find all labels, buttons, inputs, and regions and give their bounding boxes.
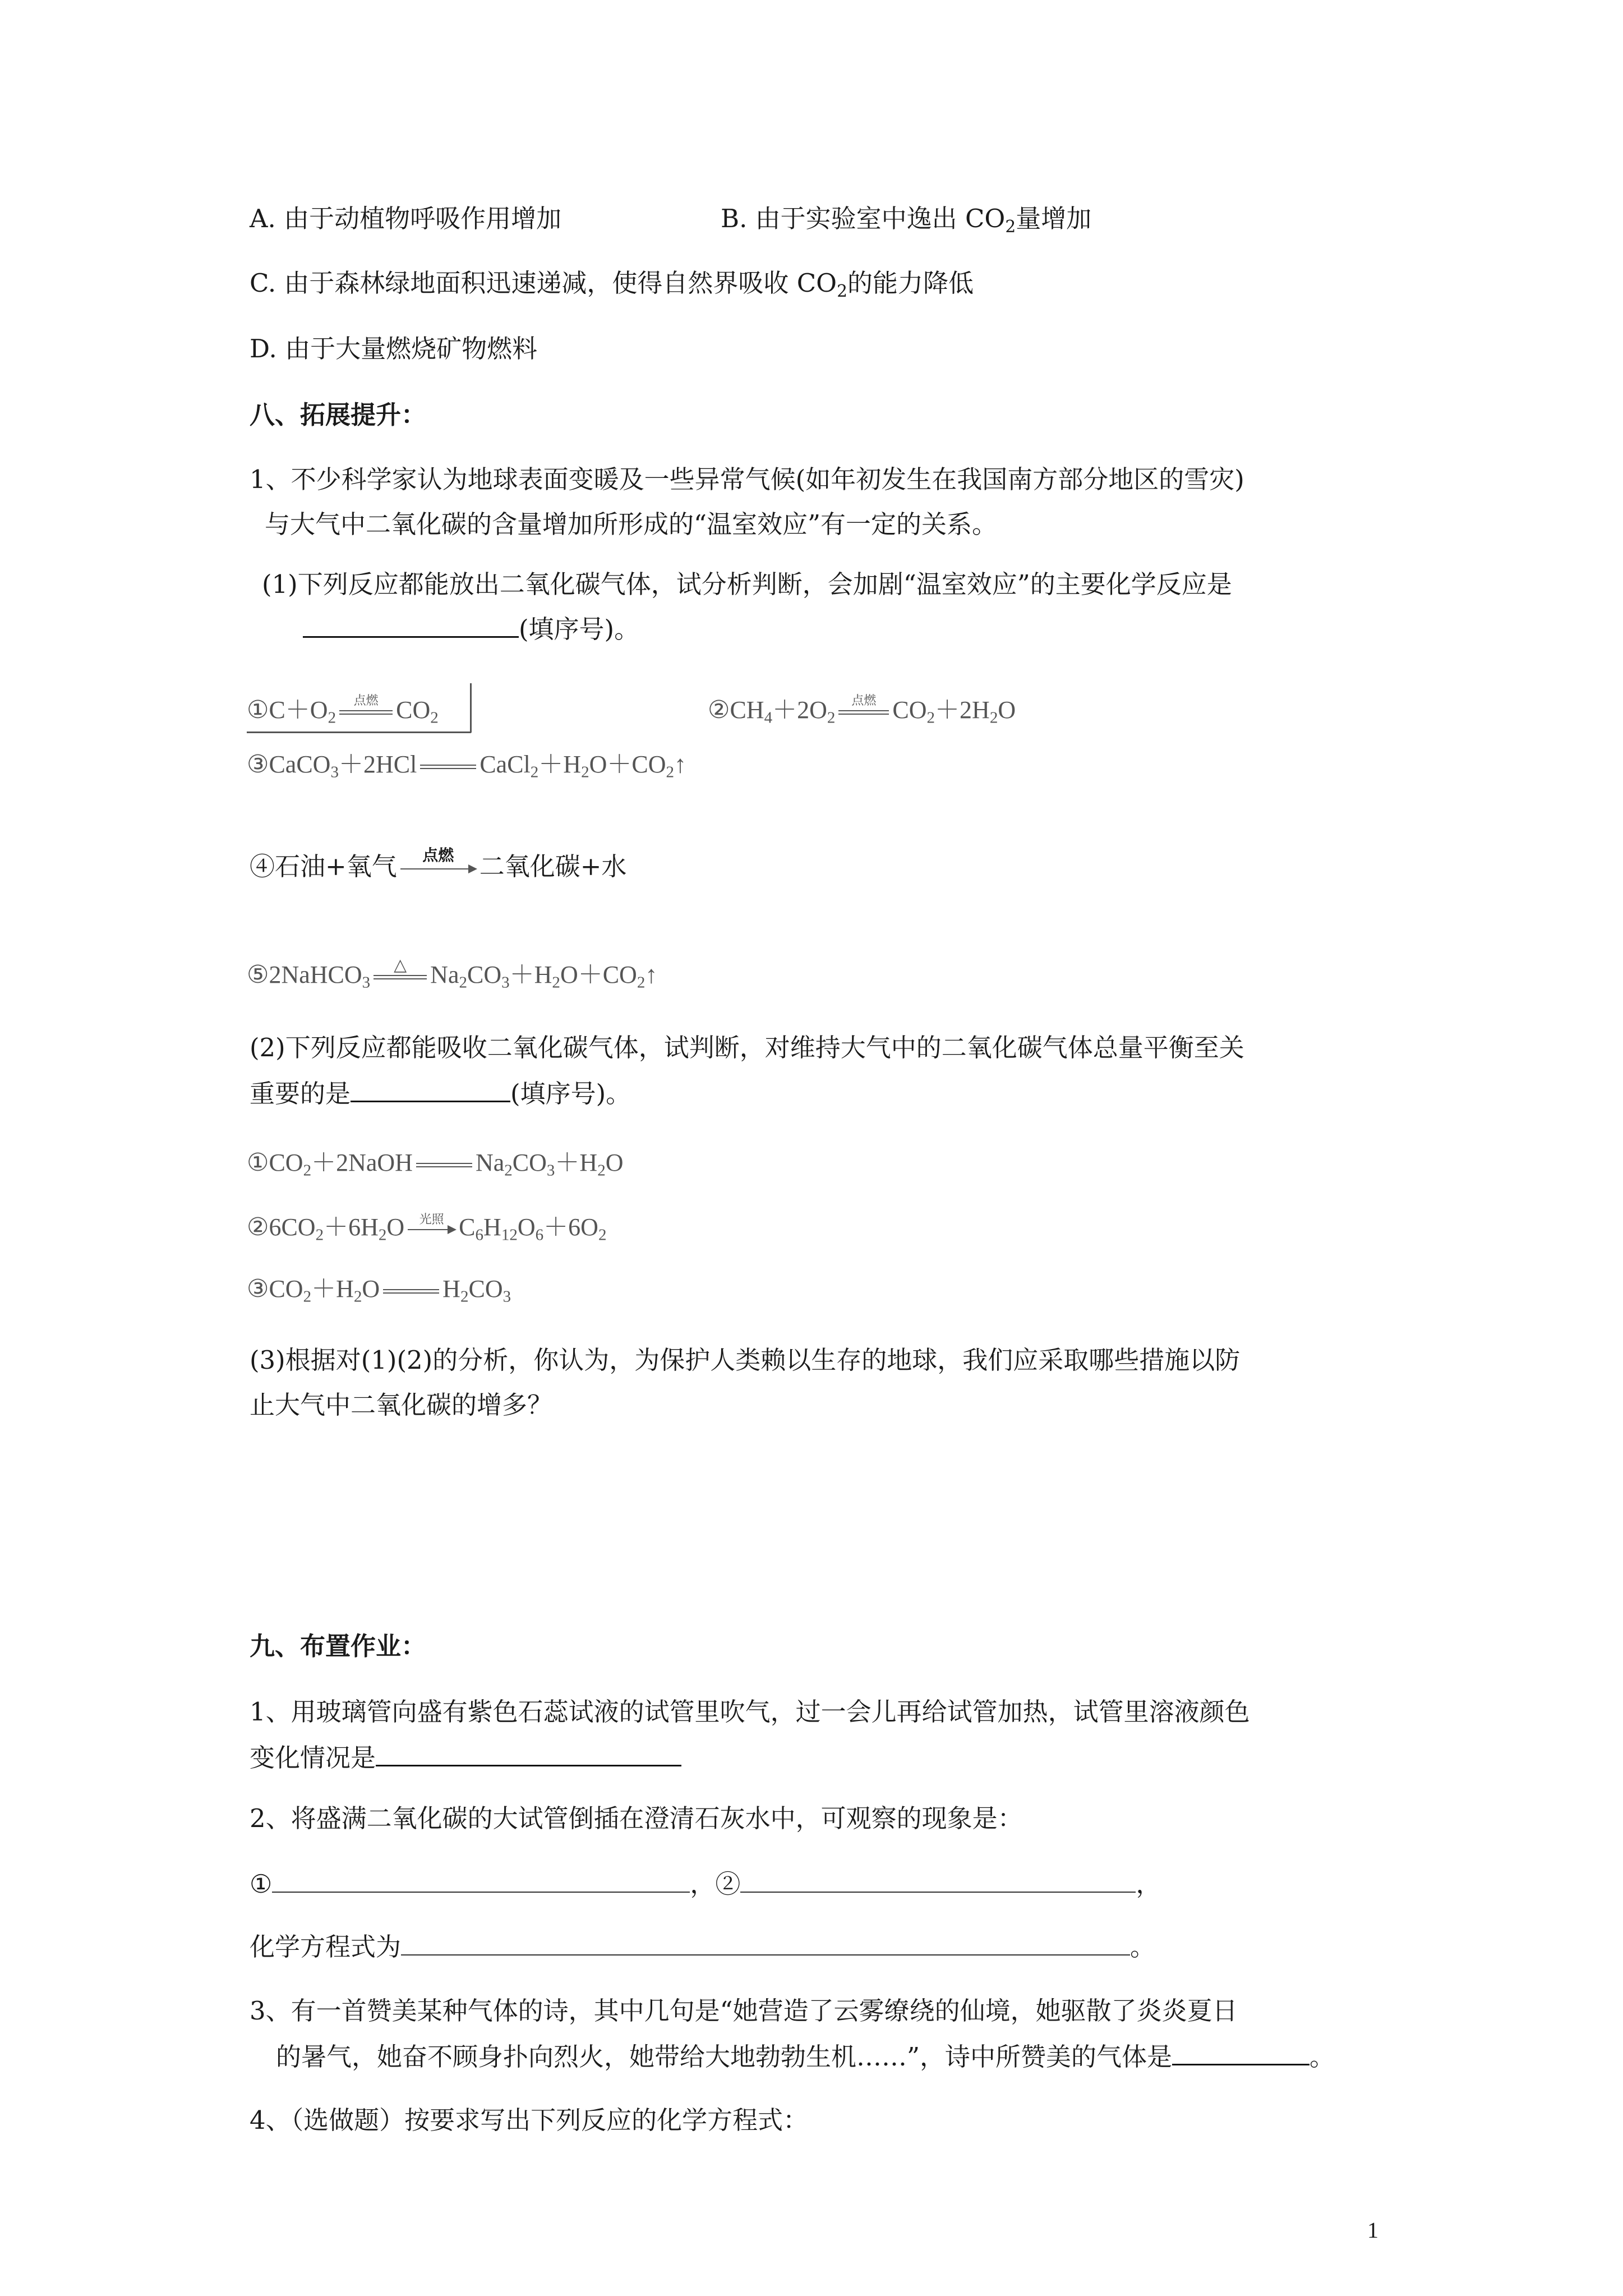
equation-release-5: ⑤2NaHCO$_3$ △ $Na_2CO_3+H_2O+CO_2↑$: [247, 955, 658, 992]
equation-absorb-3: $③CO_2+H_2O$ $H_2CO_3$: [247, 1275, 511, 1306]
equation-absorb-1: $①CO_2+2NaOH$ $Na_2CO_3+H_2O$: [247, 1149, 624, 1180]
part-1-answer-line: (填序号)。: [303, 611, 639, 646]
homework-1-line-1: 1、用玻璃管向盛有紫色石蕊试液的试管里吹气，过一会儿再给试管加热，试管里溶液颜色: [250, 1697, 1250, 1727]
answer-blank[interactable]: [303, 611, 519, 638]
equation-box-right: [470, 683, 472, 733]
answer-blank[interactable]: [272, 1867, 690, 1893]
part-3-line-2: 止大气中二氧化碳的增多？: [250, 1390, 553, 1420]
equation-release-3: ③CaCO$_3$＋2HCl $CaCl_2+H_2O+CO_2↑$: [247, 751, 687, 781]
homework-3-line-2: 的暑气，她奋不顾身扑向烈火，她带给大地勃勃生机……”，诗中所赞美的气体是 。: [276, 2039, 1335, 2074]
homework-1-line-2: 变化情况是: [250, 1740, 681, 1775]
homework-2-equation-line: 化学方程式为 。: [250, 1930, 1155, 1964]
page-number: 1: [1367, 2217, 1378, 2243]
option-d: D. 由于大量燃烧矿物燃料: [250, 334, 538, 364]
equation-release-1: $①C+O_2$ 点燃 $CO_2$: [247, 693, 439, 727]
equation-absorb-2: $②6CO_2+6H_2O$ 光照 $C_6H_{12}O_6+6O_2$: [247, 1212, 607, 1244]
answer-blank[interactable]: [1172, 2039, 1310, 2065]
section-9-heading: 九、布置作业：: [250, 1631, 427, 1661]
equation-box-bottom: [247, 731, 471, 733]
part-3-line-1: (3)根据对(1)(2)的分析，你认为，为保护人类赖以生存的地球，我们应采取哪些措施以防: [250, 1345, 1241, 1375]
homework-2-line-1: 2、将盛满二氧化碳的大试管倒插在澄清石灰水中，可观察的现象是：: [250, 1803, 1023, 1833]
homework-3-line-1: 3、有一首赞美某种气体的诗，其中几句是“她营造了云雾缭绕的仙境，她驱散了炎炎夏日: [250, 1996, 1238, 2026]
homework-2-observations: ① ，② ，: [250, 1867, 1161, 1901]
answer-blank[interactable]: [351, 1076, 510, 1102]
equation-release-2: $②CH_4+2O_2$ 点燃 $CO_2+2H_2O$: [708, 693, 1016, 727]
answer-blank[interactable]: [376, 1740, 681, 1766]
answer-blank[interactable]: [401, 1930, 1130, 1955]
answer-blank[interactable]: [740, 1867, 1136, 1893]
section-8-heading: 八、拓展提升：: [250, 400, 427, 430]
question-1-line-2: 与大气中二氧化碳的含量增加所形成的“温室效应”有一定的关系。: [265, 509, 998, 539]
equation-release-4: ④石油+氧气 点燃 二氧化碳+水: [250, 845, 627, 881]
option-b: B. 由于实验室中逸出 $CO_2$量增加: [721, 204, 1092, 237]
part-2-line-2: 重要的是 (填序号)。: [250, 1076, 631, 1111]
homework-4-line-1: 4、（选做题）按要求写出下列反应的化学方程式：: [250, 2105, 809, 2135]
option-a: A. 由于动植物呼吸作用增加: [250, 204, 562, 233]
part-1-line-1: (1)下列反应都能放出二氧化碳气体，试分析判断，会加剧“温室效应”的主要化学反应是: [262, 569, 1232, 599]
part-2-line-1: (2)下列反应都能吸收二氧化碳气体，试判断，对维持大气中的二氧化碳气体总量平衡至关: [250, 1033, 1244, 1062]
question-1-line-1: 1、不少科学家认为地球表面变暖及一些异常气候(如年初发生在我国南方部分地区的雪灾): [250, 464, 1244, 494]
option-c: C. 由于森林绿地面积迅速递减，使得自然界吸收 $CO_2$的能力降低: [250, 268, 974, 301]
